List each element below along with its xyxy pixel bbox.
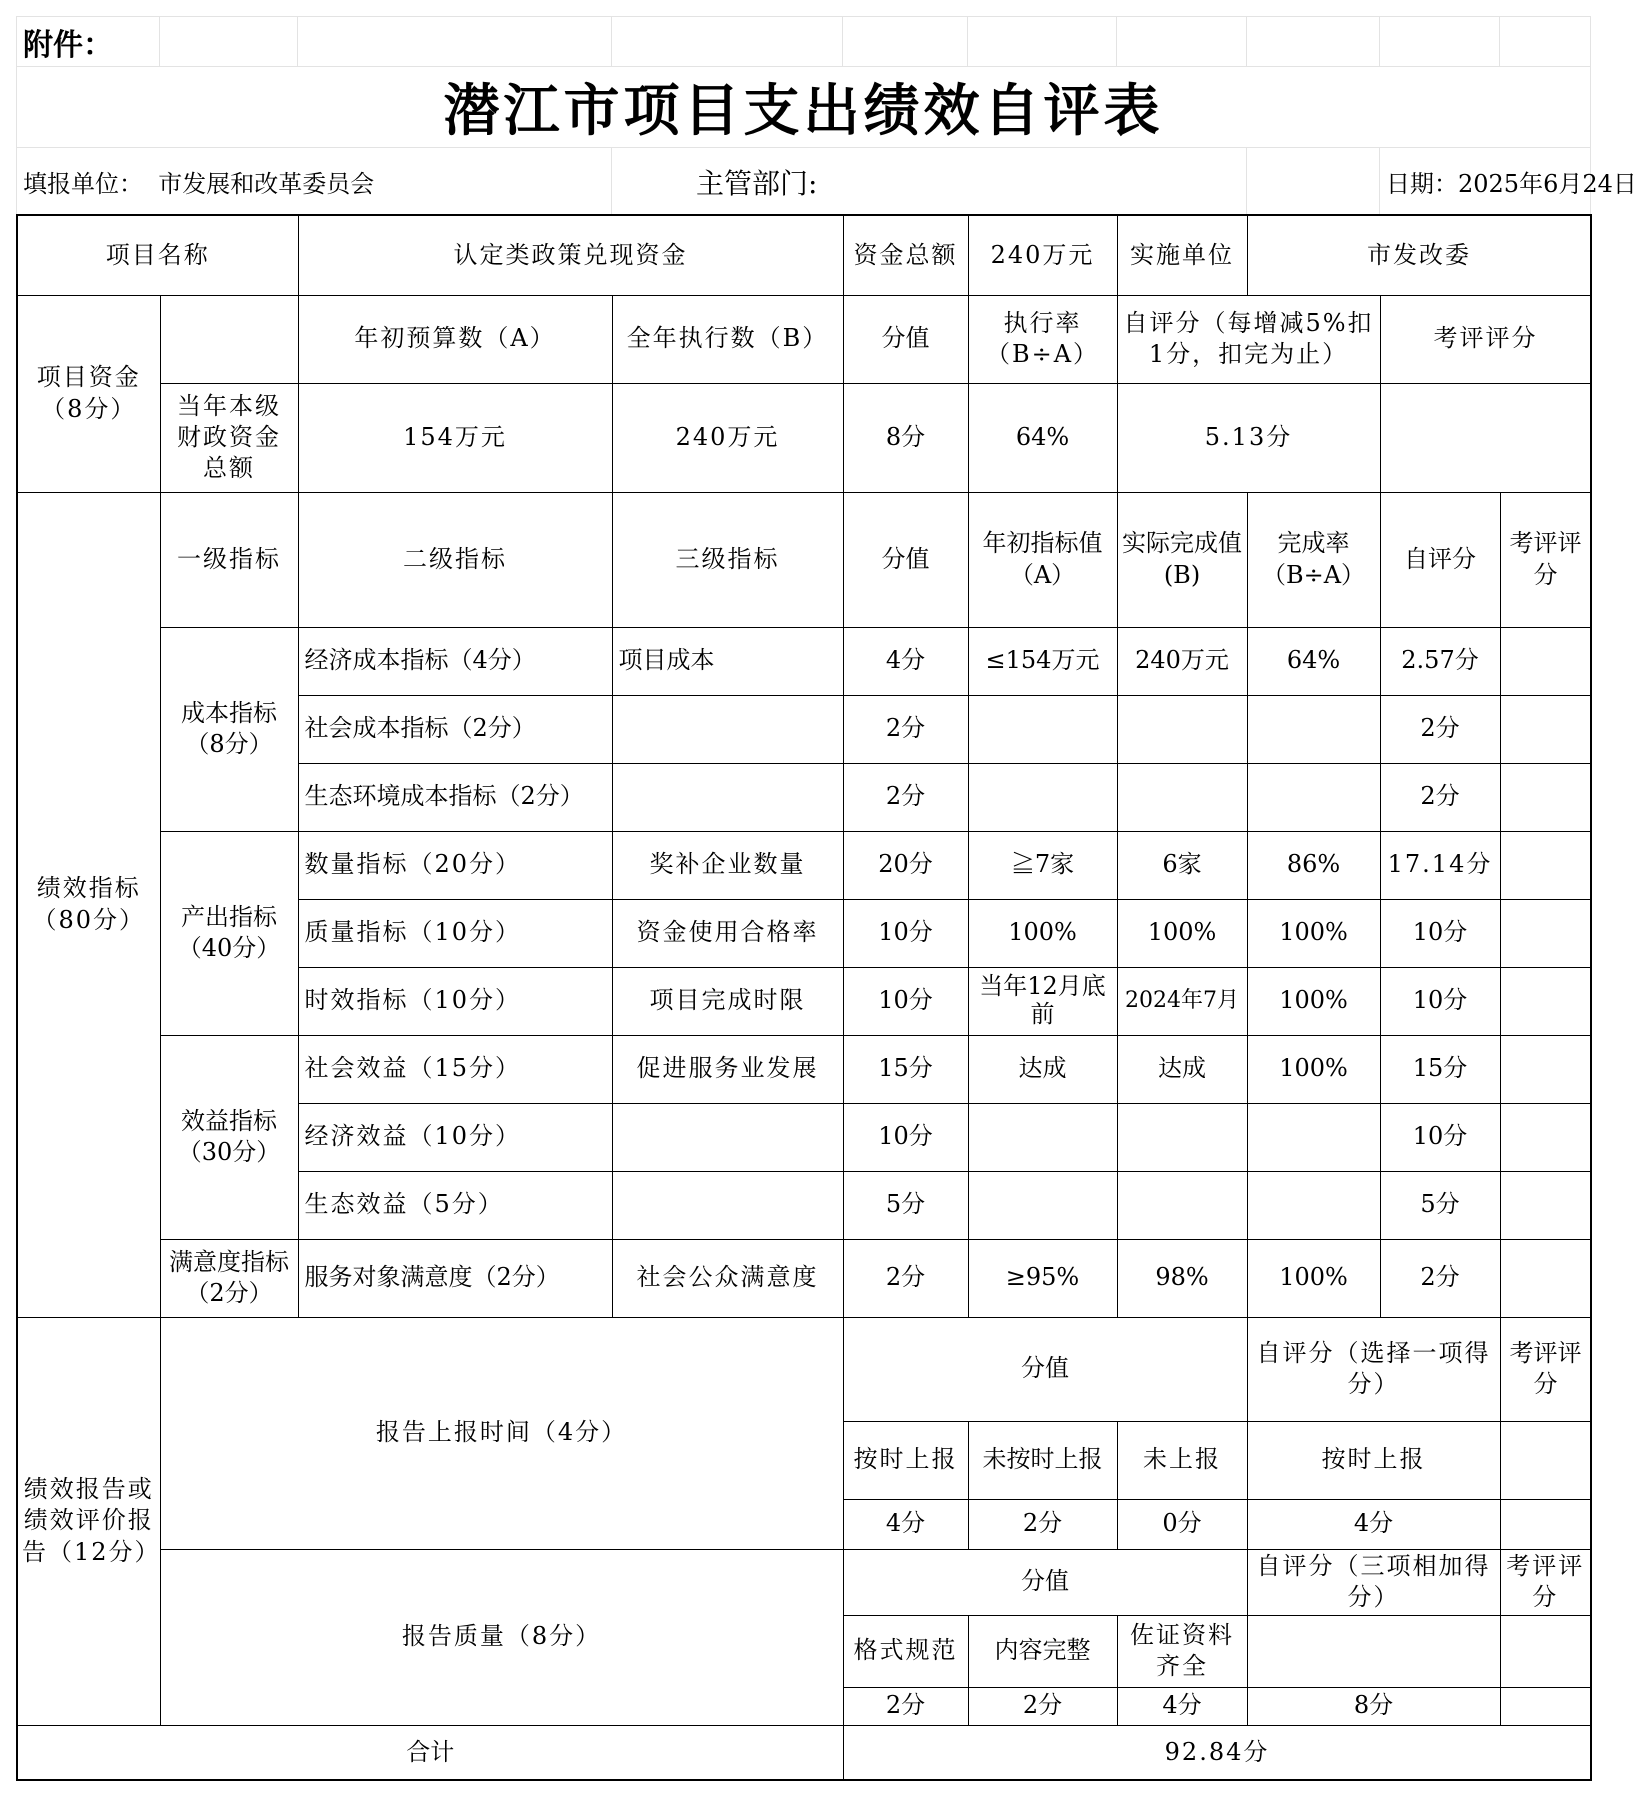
indicator-level2: 经济成本指标（4分）: [298, 627, 612, 695]
report-quality-item-score: 4分: [1117, 1687, 1247, 1725]
funds-row: [17, 383, 1591, 492]
indicator-level3: 促进服务业发展: [612, 1035, 843, 1103]
indicator-level2: 经济效益（10分）: [298, 1103, 612, 1171]
indicator-review-score: [1500, 695, 1591, 763]
indicators-header-score-value: 分值: [843, 492, 968, 627]
report-quality-header-row: [17, 1549, 1591, 1615]
indicator-level2: 社会效益（15分）: [298, 1035, 612, 1103]
indicator-self-score: 5分: [1380, 1171, 1500, 1239]
indicator-target: ≧7家: [968, 831, 1117, 899]
self-evaluation-table: [16, 214, 1592, 1781]
indicator-level2: 时效指标（10分）: [298, 967, 612, 1035]
report-timing-option: 未上报: [1117, 1421, 1247, 1499]
indicator-review-score: [1500, 763, 1591, 831]
indicators-header-actual: 实际完成值(B): [1117, 492, 1247, 627]
indicator-score-value: 5分: [843, 1171, 968, 1239]
indicator-self-score: 10分: [1380, 967, 1500, 1035]
indicator-level2: 服务对象满意度（2分）: [298, 1239, 612, 1317]
report-timing-review-header: 考评评分: [1500, 1317, 1591, 1421]
header-table: [16, 16, 1637, 216]
indicator-level3: 项目完成时限: [612, 967, 843, 1035]
indicator-group-benefit: 效益指标（30分）: [160, 1035, 298, 1239]
indicator-rate: 100%: [1247, 899, 1380, 967]
indicators-header-self: 自评分: [1380, 492, 1500, 627]
reporting-unit: [17, 148, 612, 216]
indicator-level3: [612, 763, 843, 831]
indicator-rate: 100%: [1247, 967, 1380, 1035]
indicator-score-value: 10分: [843, 899, 968, 967]
report-timing-self-choice: 按时上报: [1247, 1421, 1500, 1499]
report-quality-value-header: 分值: [843, 1549, 1247, 1615]
indicator-group-output: 产出指标（40分）: [160, 831, 298, 1035]
indicator-rate: 64%: [1247, 627, 1380, 695]
impl-unit-value: 市发改委: [1247, 215, 1591, 295]
indicator-target: ≤154万元: [968, 627, 1117, 695]
indicator-actual: 98%: [1117, 1239, 1247, 1317]
funds-score-value: 8分: [843, 383, 968, 492]
indicator-rate: [1247, 695, 1380, 763]
fund-total-label: 资金总额: [843, 215, 968, 295]
indicator-self-score: 2分: [1380, 695, 1500, 763]
indicator-review-score: [1500, 899, 1591, 967]
report-timing-option: 按时上报: [843, 1421, 968, 1499]
indicator-target: [968, 695, 1117, 763]
indicator-level2: 生态环境成本指标（2分）: [298, 763, 612, 831]
impl-unit-label: 实施单位: [1117, 215, 1247, 295]
reporting-unit-value: 市发展和改革委员会: [158, 170, 375, 198]
funds-header-self-score: 自评分（每增减5%扣1分，扣完为止）: [1117, 295, 1380, 383]
funds-header-review-score: 考评评分: [1380, 295, 1591, 383]
indicator-self-score: 2.57分: [1380, 627, 1500, 695]
indicator-row: [17, 1239, 1591, 1317]
report-timing-header-row: [17, 1317, 1591, 1421]
report-quality-item: 格式规范: [843, 1615, 968, 1687]
reporting-unit-label: 填报单位：: [23, 170, 143, 198]
report-quality-self-header: 自评分（三项相加得分）: [1247, 1549, 1500, 1615]
project-row: [17, 215, 1591, 295]
report-timing-option-score: 0分: [1117, 1499, 1247, 1549]
funds-section-label: 项目资金（8分）: [17, 295, 160, 492]
supervising-dept: [612, 148, 1247, 216]
indicator-level3: [612, 1171, 843, 1239]
indicator-level2: 生态效益（5分）: [298, 1171, 612, 1239]
indicator-actual: 2024年7月: [1117, 967, 1247, 1035]
indicator-review-score: [1500, 967, 1591, 1035]
funds-header-exec-rate: 执行率（B÷A）: [968, 295, 1117, 383]
indicator-actual: 240万元: [1117, 627, 1247, 695]
fund-total-value: 240万元: [968, 215, 1117, 295]
indicators-header-target: 年初指标值（A）: [968, 492, 1117, 627]
report-timing-option-score: 4分: [843, 1499, 968, 1549]
indicator-level3: [612, 695, 843, 763]
indicators-header-level1: 一级指标: [160, 492, 298, 627]
indicator-group-satisfaction: 满意度指标（2分）: [160, 1239, 298, 1317]
report-quality-item: 佐证资料齐全: [1117, 1615, 1247, 1687]
indicator-rate: 100%: [1247, 1035, 1380, 1103]
indicator-self-score: 10分: [1380, 1103, 1500, 1171]
funds-header-row: [17, 295, 1591, 383]
indicator-target: 100%: [968, 899, 1117, 967]
indicators-header-level3: 三级指标: [612, 492, 843, 627]
indicator-level2: 质量指标（10分）: [298, 899, 612, 967]
project-name-label: 项目名称: [17, 215, 298, 295]
indicators-header-level2: 二级指标: [298, 492, 612, 627]
indicators-header-rate: 完成率（B÷A）: [1247, 492, 1380, 627]
indicator-actual: [1117, 695, 1247, 763]
indicator-self-score: 17.14分: [1380, 831, 1500, 899]
report-date: [1380, 148, 1637, 216]
indicator-target: ≥95%: [968, 1239, 1117, 1317]
funds-review-score-value: [1380, 383, 1591, 492]
indicator-actual: [1117, 763, 1247, 831]
indicator-level2: 数量指标（20分）: [298, 831, 612, 899]
indicators-section-label: 绩效指标（80分）: [17, 492, 160, 1317]
indicators-header-row: [17, 492, 1591, 627]
indicator-level2: 社会成本指标（2分）: [298, 695, 612, 763]
funds-self-score-value: 5.13分: [1117, 383, 1380, 492]
indicator-score-value: 2分: [843, 695, 968, 763]
indicator-review-score: [1500, 1103, 1591, 1171]
indicator-actual: [1117, 1171, 1247, 1239]
total-row: [17, 1725, 1591, 1780]
indicator-score-value: 2分: [843, 1239, 968, 1317]
indicator-self-score: 15分: [1380, 1035, 1500, 1103]
indicator-actual: [1117, 1103, 1247, 1171]
funds-row-label: 当年本级财政资金总额: [160, 383, 298, 492]
indicator-rate: [1247, 1171, 1380, 1239]
indicator-review-score: [1500, 1239, 1591, 1317]
indicator-level3: 项目成本: [612, 627, 843, 695]
report-timing-option: 未按时上报: [968, 1421, 1117, 1499]
indicator-level3: 奖补企业数量: [612, 831, 843, 899]
report-quality-label: 报告质量（8分）: [160, 1549, 843, 1725]
indicator-review-score: [1500, 1171, 1591, 1239]
report-quality-item-score: 2分: [968, 1687, 1117, 1725]
indicator-score-value: 15分: [843, 1035, 968, 1103]
indicator-row: [17, 831, 1591, 899]
funds-header-executed: 全年执行数（B）: [612, 295, 843, 383]
report-date-value: 2025年6月24日: [1458, 170, 1637, 198]
indicator-rate: [1247, 763, 1380, 831]
funds-exec-rate-value: 64%: [968, 383, 1117, 492]
funds-budget-value: 154万元: [298, 383, 612, 492]
report-section-label: 绩效报告或绩效评价报告（12分）: [17, 1317, 160, 1725]
indicator-row: [17, 1035, 1591, 1103]
report-quality-item-score: 2分: [843, 1687, 968, 1725]
page-title: 潜江市项目支出绩效自评表: [17, 67, 1591, 148]
indicator-self-score: 2分: [1380, 763, 1500, 831]
attachment-label: 附件：: [17, 17, 160, 67]
indicator-target: [968, 1103, 1117, 1171]
supervising-dept-label: 主管部门:: [696, 166, 818, 200]
indicator-actual: 100%: [1117, 899, 1247, 967]
total-value: 92.84分: [843, 1725, 1591, 1780]
report-timing-option-score: 2分: [968, 1499, 1117, 1549]
indicator-level3: [612, 1103, 843, 1171]
funds-executed-value: 240万元: [612, 383, 843, 492]
project-name-value: 认定类政策兑现资金: [298, 215, 843, 295]
indicator-target: [968, 763, 1117, 831]
indicator-score-value: 2分: [843, 763, 968, 831]
funds-header-budget: 年初预算数（A）: [298, 295, 612, 383]
indicator-rate: 86%: [1247, 831, 1380, 899]
indicator-actual: 6家: [1117, 831, 1247, 899]
indicator-target: [968, 1171, 1117, 1239]
indicator-self-score: 2分: [1380, 1239, 1500, 1317]
indicator-review-score: [1500, 1035, 1591, 1103]
indicator-score-value: 10分: [843, 1103, 968, 1171]
indicator-row: [17, 627, 1591, 695]
total-label: 合计: [17, 1725, 843, 1780]
report-quality-review-header: 考评评分: [1500, 1549, 1591, 1615]
report-quality-item: 内容完整: [968, 1615, 1117, 1687]
indicator-review-score: [1500, 627, 1591, 695]
report-timing-label: 报告上报时间（4分）: [160, 1317, 843, 1549]
indicator-level3: 资金使用合格率: [612, 899, 843, 967]
indicator-level3: 社会公众满意度: [612, 1239, 843, 1317]
indicator-score-value: 10分: [843, 967, 968, 1035]
indicator-review-score: [1500, 831, 1591, 899]
indicator-score-value: 20分: [843, 831, 968, 899]
report-timing-self-score: 4分: [1247, 1499, 1500, 1549]
indicator-score-value: 4分: [843, 627, 968, 695]
report-timing-self-header: 自评分（选择一项得分）: [1247, 1317, 1500, 1421]
indicator-rate: [1247, 1103, 1380, 1171]
funds-header-score-value: 分值: [843, 295, 968, 383]
report-quality-self-score: 8分: [1247, 1687, 1500, 1725]
indicator-target: 达成: [968, 1035, 1117, 1103]
report-date-label: 日期：: [1386, 170, 1458, 198]
indicator-group-cost: 成本指标（8分）: [160, 627, 298, 831]
indicator-rate: 100%: [1247, 1239, 1380, 1317]
indicator-self-score: 10分: [1380, 899, 1500, 967]
indicators-header-review: 考评评分: [1500, 492, 1591, 627]
report-timing-value-header: 分值: [843, 1317, 1247, 1421]
indicator-actual: 达成: [1117, 1035, 1247, 1103]
indicator-target: 当年12月底前: [968, 967, 1117, 1035]
